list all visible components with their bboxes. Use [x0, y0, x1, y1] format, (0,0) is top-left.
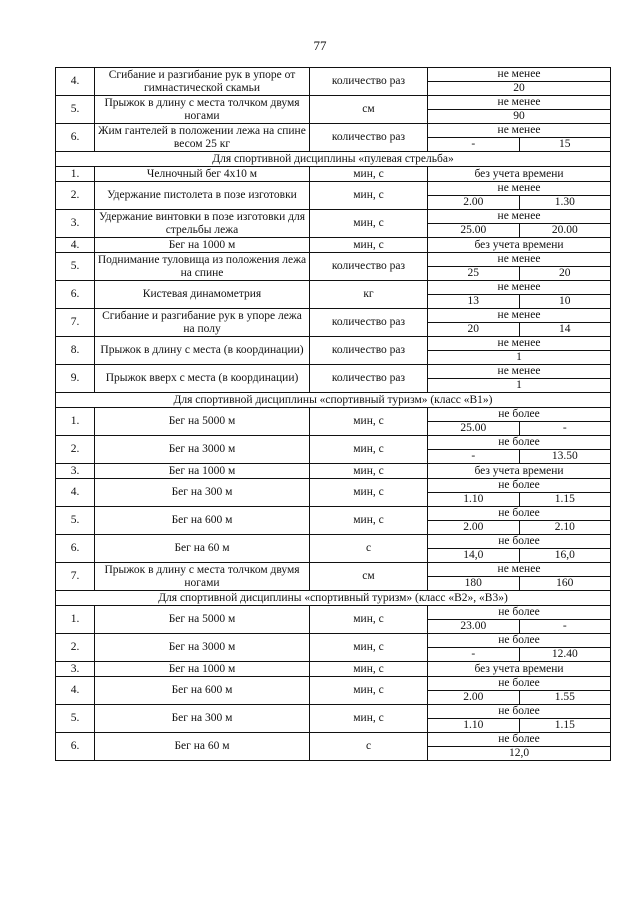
section-title: Для спортивной дисциплины «пулевая стрельба» [56, 152, 611, 167]
norm-value-right: 12.40 [519, 648, 611, 662]
norm-note: без учета времени [428, 167, 611, 182]
norm-caption: не менее [428, 68, 611, 82]
exercise-name: Жим гантелей в положении лежа на спине весом 25 кг [95, 124, 310, 152]
norm-value-right: 15 [519, 138, 611, 152]
norm-value-left: 180 [428, 577, 520, 591]
unit-of-measure: мин, с [310, 479, 428, 507]
exercise-name: Прыжок в длину с места толчком двумя ногами [95, 563, 310, 591]
table-row [56, 124, 611, 138]
table-row [56, 253, 611, 267]
row-number: 6. [56, 281, 95, 309]
norm-caption: не менее [428, 337, 611, 351]
row-number: 5. [56, 96, 95, 124]
norm-caption: не более [428, 733, 611, 747]
norm-caption: не менее [428, 253, 611, 267]
unit-of-measure: мин, с [310, 705, 428, 733]
norm-value-right: 1.55 [519, 691, 611, 705]
row-number: 4. [56, 238, 95, 253]
unit-of-measure: с [310, 733, 428, 761]
row-number: 7. [56, 309, 95, 337]
unit-of-measure: мин, с [310, 182, 428, 210]
norm-caption: не менее [428, 182, 611, 196]
unit-of-measure: кг [310, 281, 428, 309]
unit-of-measure: мин, с [310, 662, 428, 677]
norm-caption: не более [428, 507, 611, 521]
norm-value-right: 13.50 [519, 450, 611, 464]
norm-caption: не более [428, 436, 611, 450]
row-number: 6. [56, 124, 95, 152]
table-row [56, 309, 611, 323]
norm-value: 1 [428, 351, 611, 365]
exercise-name: Сгибание и разгибание рук в упоре лежа на полу [95, 309, 310, 337]
norm-value: 1 [428, 379, 611, 393]
table-row [56, 238, 611, 253]
norm-caption: не более [428, 634, 611, 648]
section-row [56, 393, 611, 408]
norm-value-left: - [428, 648, 520, 662]
page-number: 77 [313, 38, 327, 53]
exercise-name: Бег на 300 м [95, 705, 310, 733]
table-row [56, 210, 611, 224]
norm-value-left: 14,0 [428, 549, 520, 563]
exercise-name: Бег на 3000 м [95, 634, 310, 662]
table-row [56, 662, 611, 677]
exercise-name: Прыжок в длину с места толчком двумя ногами [95, 96, 310, 124]
norm-value-left: 25 [428, 267, 520, 281]
exercise-name: Бег на 60 м [95, 535, 310, 563]
norm-value-right: 14 [519, 323, 611, 337]
exercise-name: Бег на 3000 м [95, 436, 310, 464]
norm-caption: не менее [428, 563, 611, 577]
section-row [56, 152, 611, 167]
norm-value-right: - [519, 422, 611, 436]
unit-of-measure: количество раз [310, 124, 428, 152]
unit-of-measure: мин, с [310, 436, 428, 464]
unit-of-measure: мин, с [310, 464, 428, 479]
row-number: 4. [56, 68, 95, 96]
norm-value-right: 10 [519, 295, 611, 309]
row-number: 2. [56, 182, 95, 210]
unit-of-measure: мин, с [310, 210, 428, 238]
row-number: 2. [56, 634, 95, 662]
exercise-name: Бег на 1000 м [95, 464, 310, 479]
norm-caption: не менее [428, 365, 611, 379]
norm-note: без учета времени [428, 662, 611, 677]
table-row [56, 182, 611, 196]
norm-value: 12,0 [428, 747, 611, 761]
row-number: 5. [56, 253, 95, 281]
table-row [56, 337, 611, 351]
exercise-name: Кистевая динамометрия [95, 281, 310, 309]
norm-note: без учета времени [428, 238, 611, 253]
unit-of-measure: мин, с [310, 507, 428, 535]
exercise-name: Бег на 1000 м [95, 662, 310, 677]
norm-value-right: 20 [519, 267, 611, 281]
norm-value-right: 1.15 [519, 493, 611, 507]
row-number: 1. [56, 606, 95, 634]
norm-value-left: - [428, 450, 520, 464]
unit-of-measure: количество раз [310, 253, 428, 281]
exercise-name: Удержание винтовки в позе изготовки для стрельбы лежа [95, 210, 310, 238]
exercise-name: Бег на 60 м [95, 733, 310, 761]
row-number: 6. [56, 733, 95, 761]
row-number: 4. [56, 677, 95, 705]
table-row [56, 634, 611, 648]
row-number: 7. [56, 563, 95, 591]
norm-value-right: 20.00 [519, 224, 611, 238]
unit-of-measure: см [310, 96, 428, 124]
exercise-name: Сгибание и разгибание рук в упоре от гимнастической скамьи [95, 68, 310, 96]
row-number: 2. [56, 436, 95, 464]
unit-of-measure: мин, с [310, 677, 428, 705]
norms-table [55, 67, 611, 761]
table-row [56, 96, 611, 110]
row-number: 3. [56, 662, 95, 677]
table-row [56, 365, 611, 379]
row-number: 3. [56, 210, 95, 238]
table-row [56, 677, 611, 691]
norm-value-left: 2.00 [428, 196, 520, 210]
table-row [56, 479, 611, 493]
row-number: 6. [56, 535, 95, 563]
section-title: Для спортивной дисциплины «спортивный туризм» (класс «В1») [56, 393, 611, 408]
unit-of-measure: мин, с [310, 634, 428, 662]
unit-of-measure: мин, с [310, 238, 428, 253]
norm-caption: не более [428, 606, 611, 620]
norm-value-left: 1.10 [428, 719, 520, 733]
unit-of-measure: мин, с [310, 167, 428, 182]
norm-caption: не менее [428, 210, 611, 224]
norm-value-right: - [519, 620, 611, 634]
norm-value-right: 1.30 [519, 196, 611, 210]
row-number: 4. [56, 479, 95, 507]
norm-caption: не более [428, 677, 611, 691]
table-row [56, 535, 611, 549]
unit-of-measure: количество раз [310, 365, 428, 393]
row-number: 3. [56, 464, 95, 479]
norm-caption: не более [428, 705, 611, 719]
table-row [56, 281, 611, 295]
table-row [56, 167, 611, 182]
exercise-name: Прыжок в длину с места (в координации) [95, 337, 310, 365]
exercise-name: Прыжок вверх с места (в координации) [95, 365, 310, 393]
table-row [56, 68, 611, 82]
table-row [56, 733, 611, 747]
exercise-name: Бег на 1000 м [95, 238, 310, 253]
unit-of-measure: с [310, 535, 428, 563]
norm-caption: не менее [428, 96, 611, 110]
exercise-name: Бег на 600 м [95, 677, 310, 705]
norm-value: 90 [428, 110, 611, 124]
norm-caption: не более [428, 408, 611, 422]
norm-caption: не менее [428, 309, 611, 323]
norm-value: 20 [428, 82, 611, 96]
norm-value-right: 16,0 [519, 549, 611, 563]
unit-of-measure: мин, с [310, 408, 428, 436]
norm-caption: не менее [428, 281, 611, 295]
table-row [56, 408, 611, 422]
row-number: 5. [56, 705, 95, 733]
row-number: 1. [56, 408, 95, 436]
norm-note: без учета времени [428, 464, 611, 479]
norms-table-body [56, 68, 611, 761]
norm-value-right: 160 [519, 577, 611, 591]
row-number: 1. [56, 167, 95, 182]
norm-caption: не более [428, 535, 611, 549]
exercise-name: Бег на 5000 м [95, 408, 310, 436]
exercise-name: Бег на 600 м [95, 507, 310, 535]
norm-value-left: 13 [428, 295, 520, 309]
unit-of-measure: количество раз [310, 309, 428, 337]
norm-value-right: 2.10 [519, 521, 611, 535]
exercise-name: Бег на 5000 м [95, 606, 310, 634]
norm-caption: не более [428, 479, 611, 493]
norm-caption: не менее [428, 124, 611, 138]
table-row [56, 705, 611, 719]
norm-value-left: 23.00 [428, 620, 520, 634]
row-number: 9. [56, 365, 95, 393]
table-row [56, 464, 611, 479]
norm-value-left: 2.00 [428, 691, 520, 705]
unit-of-measure: см [310, 563, 428, 591]
norm-value-right: 1.15 [519, 719, 611, 733]
table-row [56, 507, 611, 521]
unit-of-measure: мин, с [310, 606, 428, 634]
norm-value-left: 20 [428, 323, 520, 337]
exercise-name: Бег на 300 м [95, 479, 310, 507]
table-row [56, 606, 611, 620]
norm-value-left: 2.00 [428, 521, 520, 535]
section-row [56, 591, 611, 606]
norm-value-left: 25.00 [428, 224, 520, 238]
exercise-name: Удержание пистолета в позе изготовки [95, 182, 310, 210]
row-number: 8. [56, 337, 95, 365]
exercise-name: Поднимание туловища из положения лежа на спине [95, 253, 310, 281]
exercise-name: Челночный бег 4х10 м [95, 167, 310, 182]
table-row [56, 436, 611, 450]
unit-of-measure: количество раз [310, 337, 428, 365]
norm-value-left: 25.00 [428, 422, 520, 436]
norm-value-left: - [428, 138, 520, 152]
table-row [56, 563, 611, 577]
unit-of-measure: количество раз [310, 68, 428, 96]
row-number: 5. [56, 507, 95, 535]
section-title: Для спортивной дисциплины «спортивный туризм» (класс «В2», «В3») [56, 591, 611, 606]
norm-value-left: 1.10 [428, 493, 520, 507]
